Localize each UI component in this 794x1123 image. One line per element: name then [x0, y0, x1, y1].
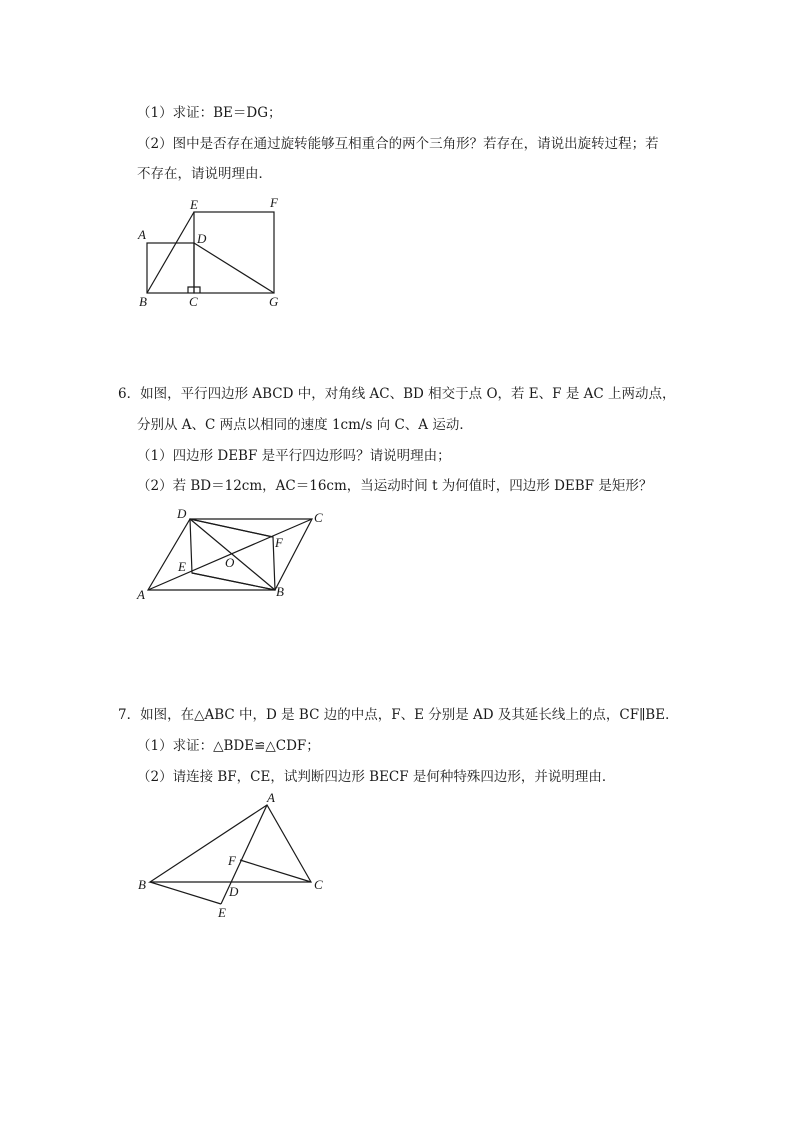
- p7-triangle-abc: [150, 805, 311, 882]
- p6-segment-eb: [192, 573, 275, 590]
- p5-label-a: A: [138, 227, 146, 242]
- p5-label-c: C: [189, 294, 198, 309]
- p6-label-f: F: [275, 535, 283, 550]
- p7-figure: [130, 790, 330, 920]
- p5-question-1: （1）求证：BE＝DG；: [137, 105, 282, 121]
- p5-label-g: G: [269, 294, 279, 309]
- p7-label-a: A: [267, 790, 275, 805]
- p7-segment-be: [150, 882, 221, 904]
- p7-question-1: （1）求证：△BDE≌△CDF；: [137, 738, 320, 754]
- p6-segment-df: [190, 519, 273, 537]
- p6-label-o: O: [225, 555, 235, 570]
- p6-stem-line-2: 分别从 A、C 两点以相同的速度 1cm/s 向 C、A 运动．: [137, 417, 473, 433]
- p6-label-c: C: [314, 510, 323, 525]
- p6-stem-line-1: 6．如图，平行四边形 ABCD 中，对角线 AC、BD 相交于点 O，若 E、F 是 AC 上两动点，: [118, 386, 676, 402]
- p5-label-d: D: [197, 231, 207, 246]
- p7-stem: 7．如图，在△ABC 中，D 是 BC 边的中点，F、E 分别是 AD 及其延长线上的点，CF∥BE．: [118, 707, 679, 723]
- p7-question-2: （2）请连接 BF，CE，试判断四边形 BECF 是何种特殊四边形，并说明理由．: [137, 769, 616, 785]
- p5-small-square: [147, 243, 194, 293]
- p5-label-b: B: [139, 294, 147, 309]
- p5-large-rect: [194, 212, 274, 293]
- p7-label-d: D: [229, 884, 239, 899]
- p5-question-2-line-1: （2）图中是否存在通过旋转能够互相重合的两个三角形？若存在，请说出旋转过程；若: [137, 136, 659, 152]
- p5-right-angle-mark-2: [194, 287, 200, 293]
- p6-label-e: E: [178, 559, 186, 574]
- p7-label-c: C: [314, 877, 323, 892]
- p7-label-b: B: [138, 877, 146, 892]
- p6-label-a: A: [137, 587, 145, 602]
- p5-figure: [130, 190, 300, 315]
- p5-segment-be: [147, 212, 194, 293]
- p7-label-e: E: [218, 905, 226, 920]
- p5-label-f: F: [270, 195, 278, 210]
- p7-label-f: F: [228, 853, 236, 868]
- p6-question-2: （2）若 BD＝12cm，AC＝16cm，当运动时间 t 为何值时，四边形 DEBF 是矩形？: [137, 478, 653, 494]
- p6-question-1: （1）四边形 DEBF 是平行四边形吗？请说明理由；: [137, 448, 451, 464]
- p5-segment-dg: [194, 243, 274, 293]
- p6-label-d: D: [177, 506, 187, 521]
- p5-right-angle-mark: [188, 287, 194, 293]
- p5-question-2-line-2: 不存在，请说明理由．: [137, 166, 272, 182]
- p6-label-b: B: [276, 584, 284, 599]
- p6-figure: [130, 500, 340, 605]
- p5-label-e: E: [190, 197, 198, 212]
